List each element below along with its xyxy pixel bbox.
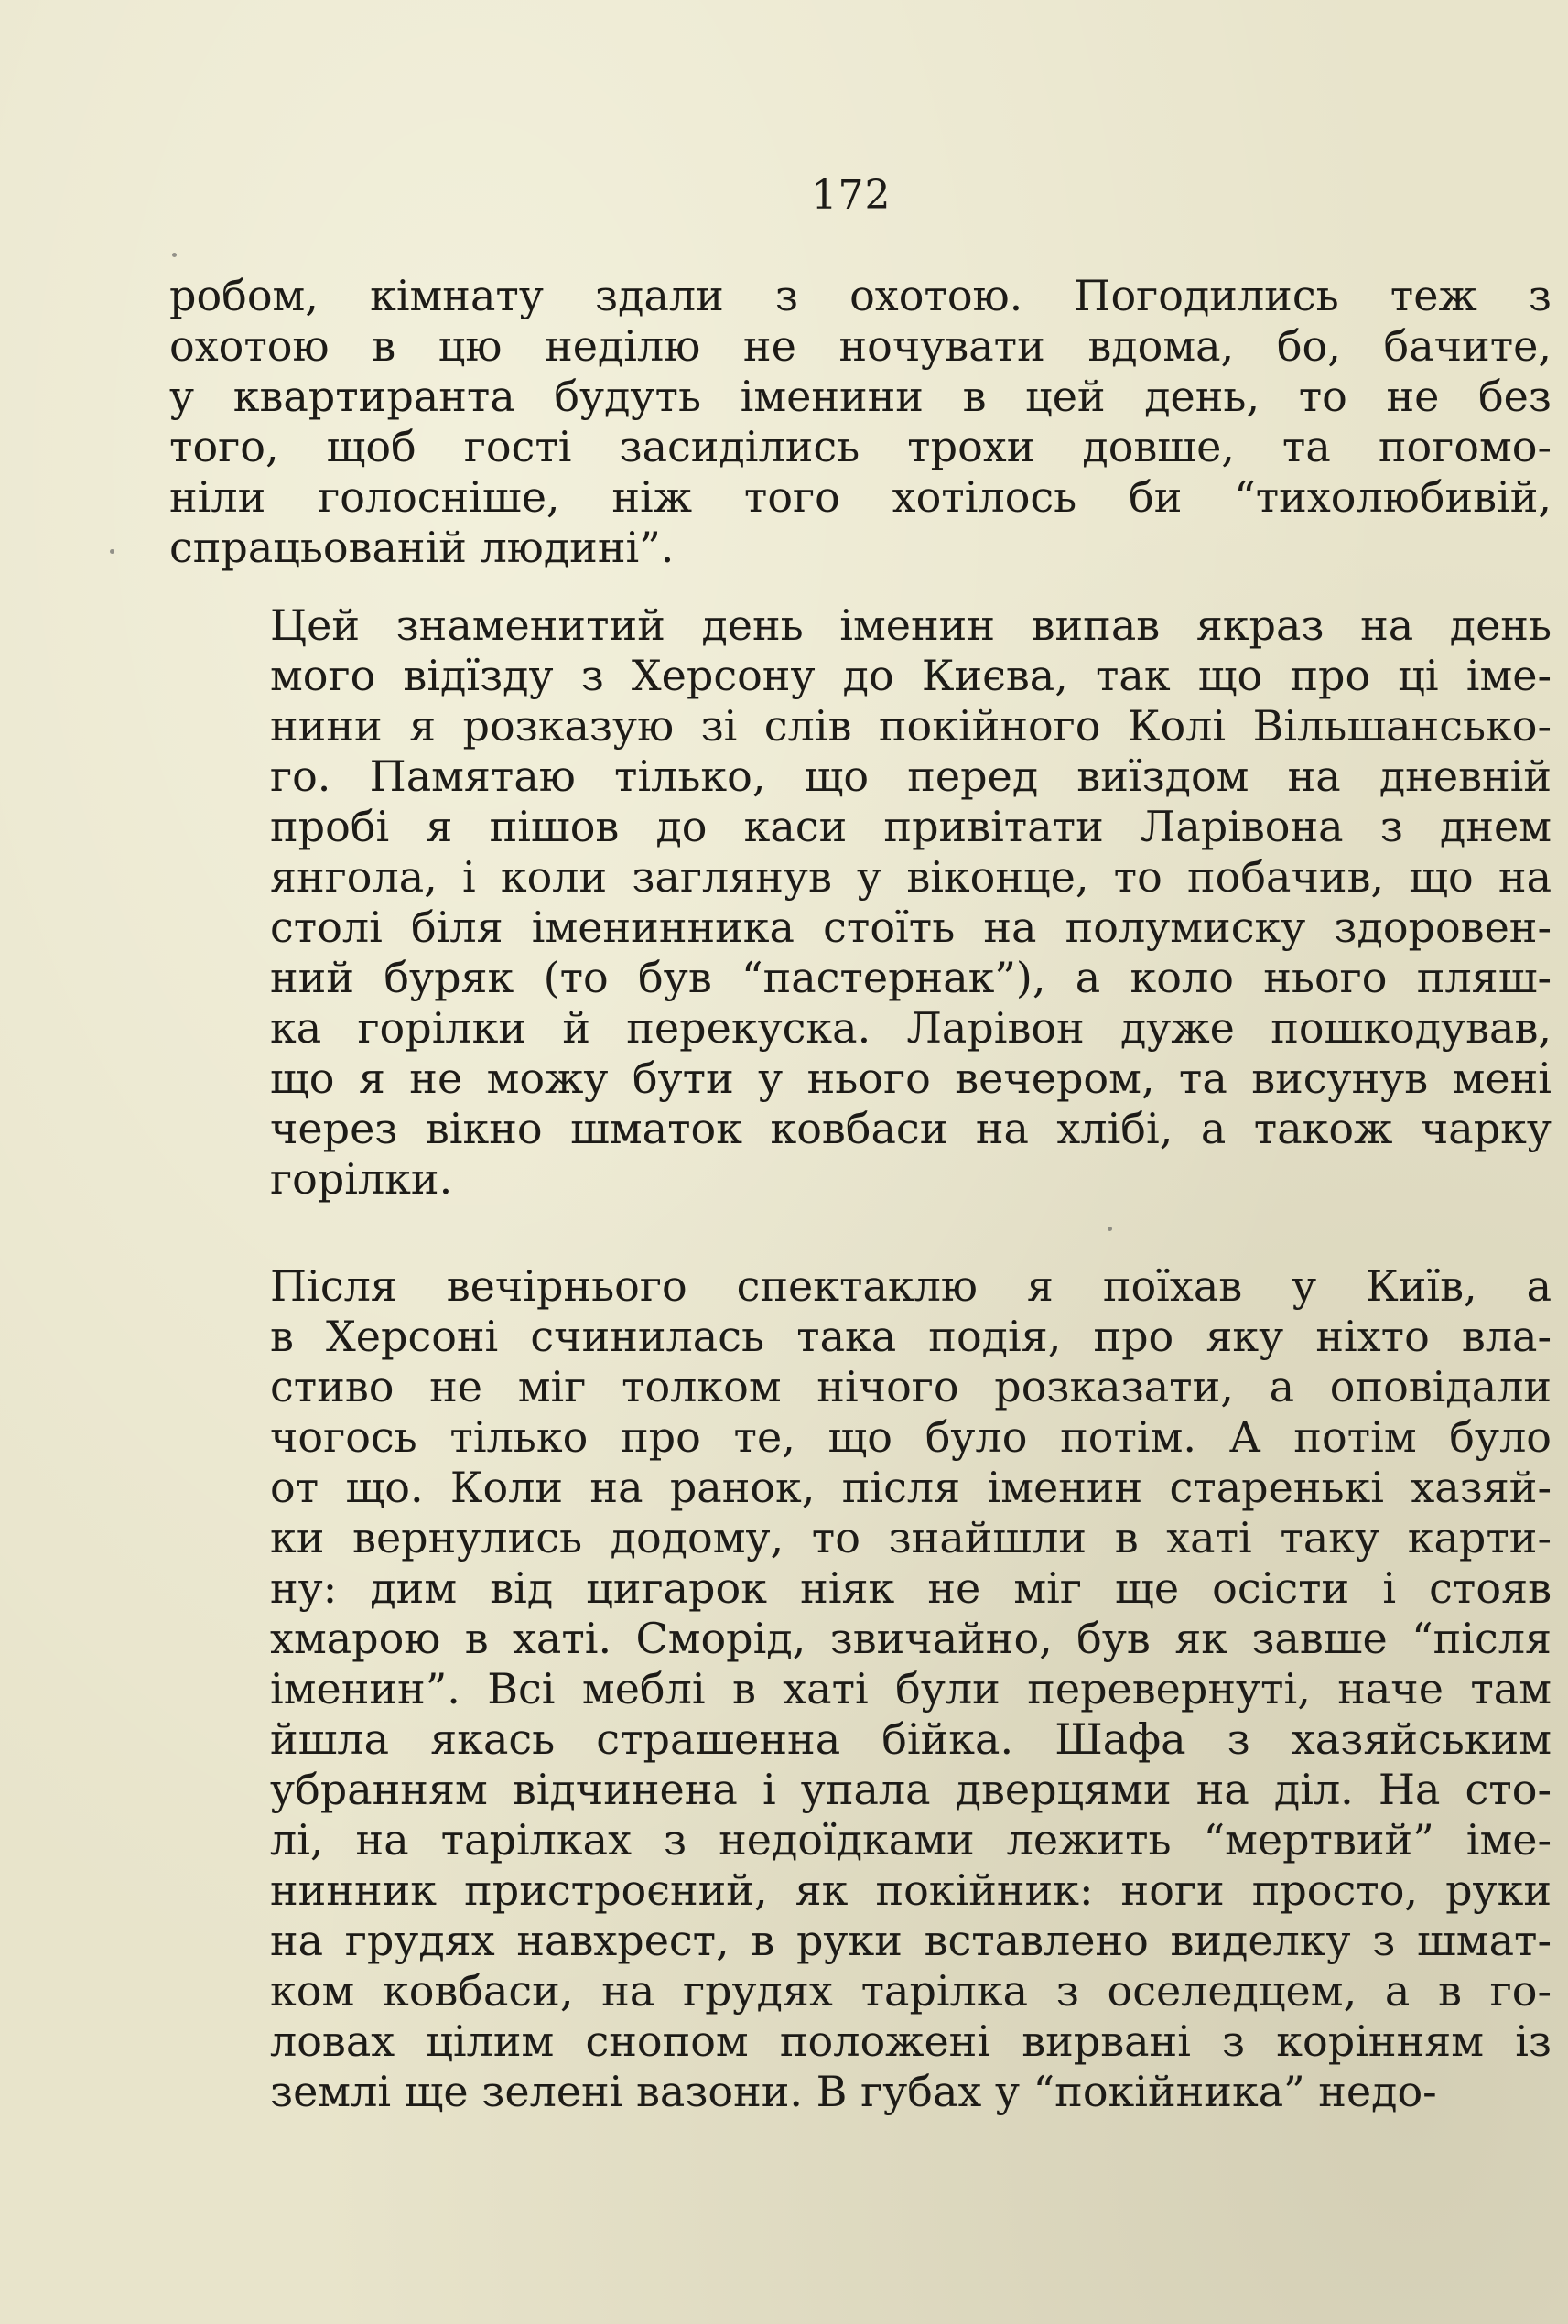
text-line: пробі я пішов до каси привітати Ларівона з днем xyxy=(270,802,1552,851)
text-line: землі ще зелені вазони. В губах у “покійника” недо- xyxy=(270,2067,1437,2116)
text-line: от що. Коли на ранок, після іменин старенькі хазяй- xyxy=(270,1463,1552,1512)
paragraph-1 xyxy=(169,271,1552,573)
text-line: чогось тілько про те, що було потім. А потім було xyxy=(270,1412,1552,1462)
text-line: охотою в цю неділю не ночувати вдома, бо, бачите, xyxy=(169,321,1552,371)
text-line: убранням відчинена і упала дверцями на діл. На сто- xyxy=(270,1765,1552,1814)
text-line: у квартиранта будуть іменини в цей день, то не без xyxy=(169,372,1552,421)
text-line: ки вернулись додому, то знайшли в хаті таку карти- xyxy=(270,1513,1552,1562)
text-line: нини я розказую зі слів покійного Колі Вільшансько- xyxy=(270,701,1552,751)
text-line: ний буряк (то був “пастернак”), а коло нього пляш- xyxy=(270,953,1552,1002)
text-line: лі, на тарілках з недоїдками лежить “мертвий” іме- xyxy=(270,1815,1552,1865)
text-line: в Херсоні счинилась така подія, про яку ніхто вла- xyxy=(270,1312,1552,1361)
text-line: іменин”. Всі меблі в хаті були перевернуті, наче там xyxy=(270,1664,1552,1713)
scan-speck xyxy=(110,549,114,554)
text-line: янгола, і коли заглянув у віконце, то побачив, що на xyxy=(270,852,1552,902)
scan-speck xyxy=(1108,1227,1112,1231)
text-line: нинник пристроєний, як покійник: ноги просто, руки xyxy=(270,1865,1552,1915)
text-line: мого відїзду з Херсону до Києва, так що про ці іме- xyxy=(270,651,1552,700)
text-line: через вікно шматок ковбаси на хлібі, а також чарку xyxy=(270,1104,1552,1153)
text-line: горілки. xyxy=(270,1154,453,1204)
text-line: столі біля іменинника стоїть на полумиску здоровен- xyxy=(270,903,1552,952)
text-line: спрацьованій людині”. xyxy=(169,523,675,572)
page-number: 172 xyxy=(811,172,892,219)
text-line: ніли голосніше, ніж того хотілось би “тихолюбивій, xyxy=(169,472,1552,522)
text-line: ловах цілим снопом положені вирвані з корінням із xyxy=(270,2016,1552,2066)
text-body xyxy=(169,271,1552,2117)
text-line: на грудях навхрест, в руки вставлено виделку з шмат- xyxy=(270,1916,1552,1965)
text-line: го. Памятаю тілько, що перед виїздом на дневній xyxy=(270,751,1552,801)
text-line: робом, кімнату здали з охотою. Погодились теж з xyxy=(169,271,1552,320)
text-line: ка горілки й перекуска. Ларівон дуже пошкодував, xyxy=(270,1003,1552,1053)
text-line: хмарою в хаті. Сморід, звичайно, був як завше “після xyxy=(270,1614,1552,1663)
text-line: Цей знаменитий день іменин випав якраз на день xyxy=(270,600,1552,650)
text-line: того, щоб гості засиділись трохи довше, та погомо- xyxy=(169,422,1552,471)
paragraph-3 xyxy=(169,1261,1552,2117)
text-line: Після вечірнього спектаклю я поїхав у Київ, а xyxy=(270,1261,1552,1311)
text-line: ну: дим від цигарок ніяк не міг ще осісти і стояв xyxy=(270,1563,1552,1613)
paragraph-2 xyxy=(169,600,1552,1205)
text-line: стиво не міг толком нічого розказати, а оповідали xyxy=(270,1362,1552,1411)
text-line: що я не можу бути у нього вечером, та висунув мені xyxy=(270,1054,1552,1103)
text-line: ком ковбаси, на грудях тарілка з оселедцем, а в го- xyxy=(270,1966,1552,2016)
text-line: йшла якась страшенна бійка. Шафа з хазяйським xyxy=(270,1714,1552,1764)
scan-speck xyxy=(172,253,177,257)
